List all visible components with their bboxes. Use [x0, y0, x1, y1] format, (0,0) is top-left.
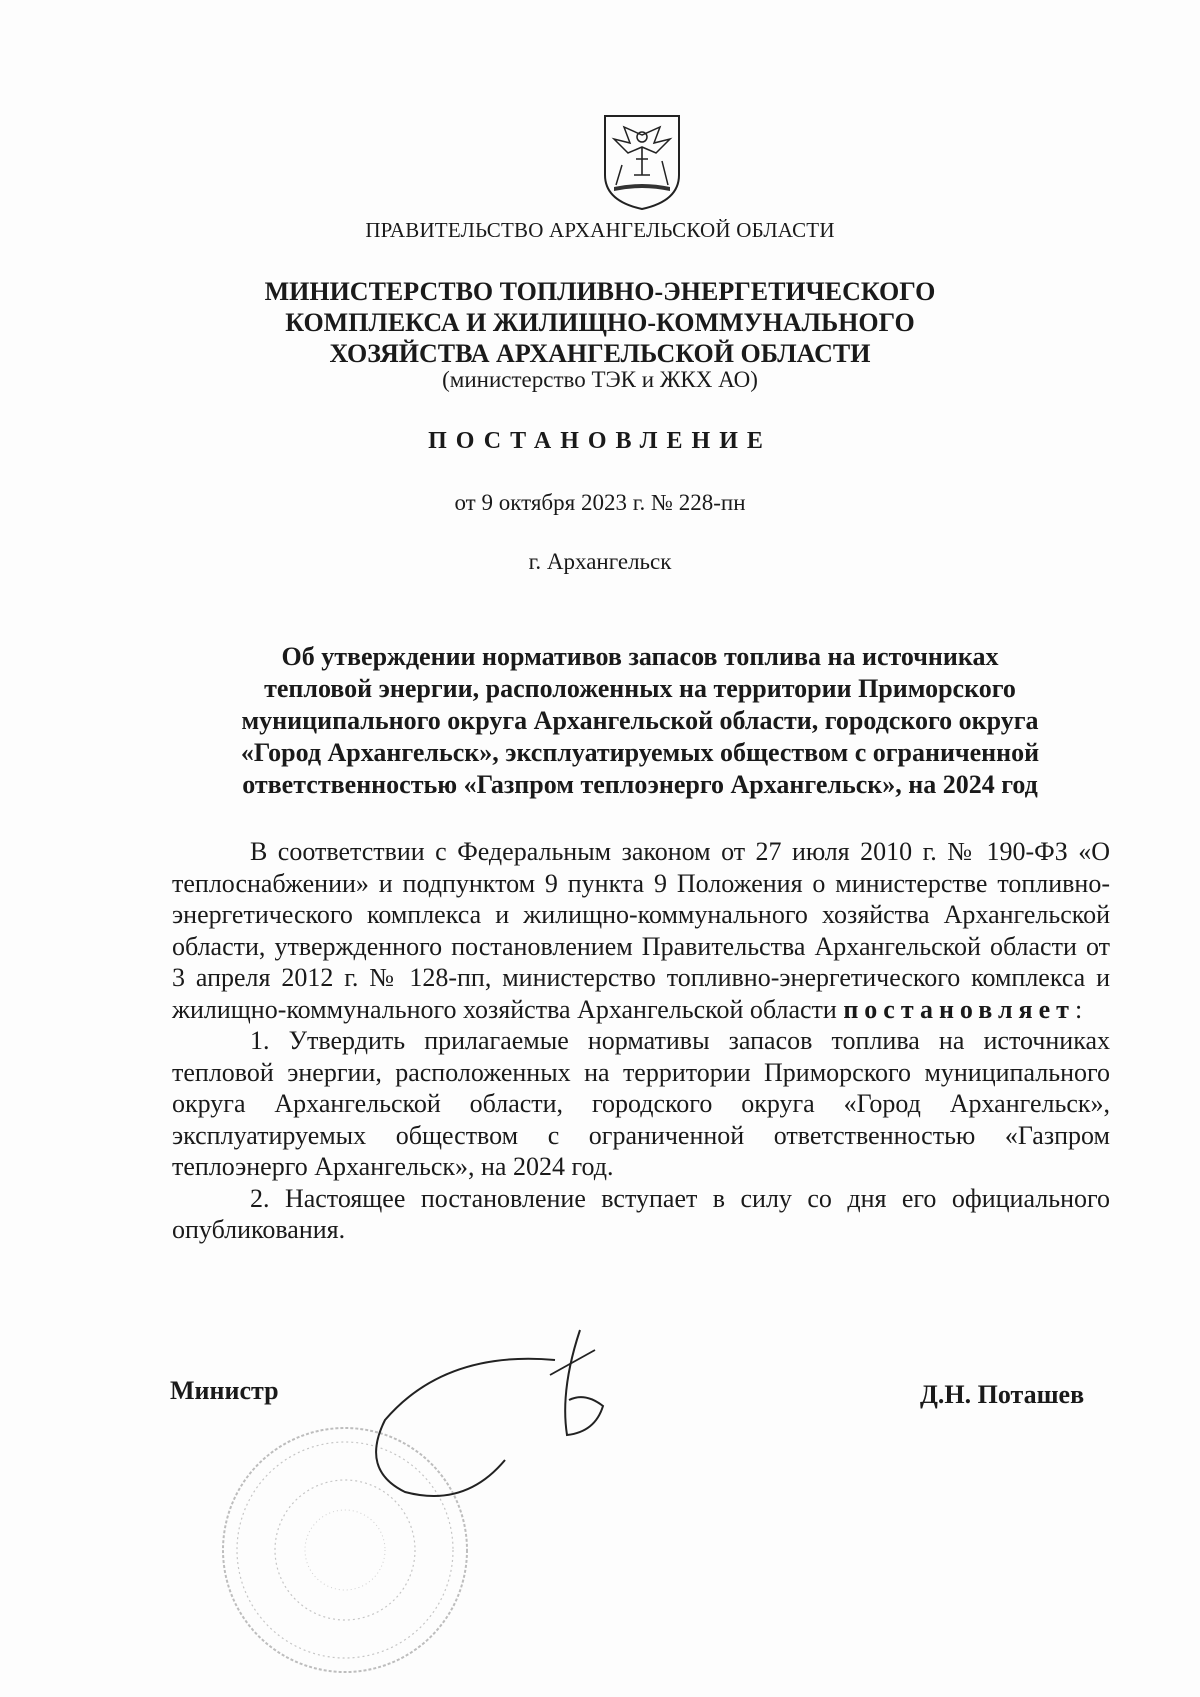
document-body — [172, 836, 1110, 1246]
subject-line: муниципального округа Архангельской области, городского округа — [241, 706, 1039, 735]
coat-of-arms-icon — [602, 113, 682, 211]
decree-word: постановляет — [843, 994, 1075, 1024]
decree-colon: : — [1074, 994, 1083, 1024]
document-city: г. Архангельск — [528, 549, 672, 574]
ministry-name-line: МИНИСТЕРСТВО ТОПЛИВНО-ЭНЕРГЕТИЧЕСКОГО — [264, 277, 936, 306]
item-2-paragraph: 2. Настоящее постановление вступает в силу со дня его официального опубликования. — [172, 1183, 1110, 1244]
preamble-paragraph — [172, 836, 1110, 1025]
ministry-name-line: ХОЗЯЙСТВА АРХАНГЕЛЬСКОЙ ОБЛАСТИ — [329, 339, 871, 368]
signatory-name: Д.Н. Поташев — [920, 1380, 1085, 1409]
subject-line: тепловой энергии, расположенных на территории Приморского — [264, 674, 1016, 703]
government-name: ПРАВИТЕЛЬСТВО АРХАНГЕЛЬСКОЙ ОБЛАСТИ — [365, 218, 835, 242]
document-date-number: от 9 октября 2023 г. № 228-пн — [454, 490, 746, 515]
signatory-title: Министр — [170, 1376, 279, 1405]
document-type: ПОСТАНОВЛЕНИЕ — [428, 428, 772, 454]
subject-line: ответственностью «Газпром теплоэнерго Архангельск», на 2024 год — [242, 770, 1038, 799]
document-subject — [170, 641, 1110, 801]
handwritten-signature — [355, 1320, 675, 1510]
subject-line: «Город Архангельск», эксплуатируемых обществом с ограниченной — [240, 738, 1040, 767]
ministry-name — [0, 276, 1200, 369]
subject-line: Об утверждении нормативов запасов топлива на источниках — [281, 642, 999, 671]
ministry-name-line: КОМПЛЕКСА И ЖИЛИЩНО-КОММУНАЛЬНОГО — [285, 308, 915, 337]
item-1-paragraph: 1. Утвердить прилагаемые нормативы запасов топлива на источниках тепловой энергии, расположенных на территории Приморского муниципального округа Архангельской области, городского округа «Город Архангельск», эксплуатируемых обществом с ограниченной ответственностью «Газпром теплоэнерго Архангельск», на 2024 год. — [172, 1026, 1110, 1181]
ministry-abbreviation: (министерство ТЭК и ЖКХ АО) — [442, 367, 758, 392]
preamble-text: В соответствии с Федеральным законом от 27 июля 2010 г. № 190-ФЗ «О теплоснабжении» и подпунктом 9 пункта 9 Положения о министерстве топливно-энергетического комплекса и жилищно-коммунального хозяйства Архангельской области, утвержденного постановлением Правительства Архангельской области от 3 апреля 2012 г. № 128-пп, министерство топливно-энергетического комплекса и жилищно-коммунального хозяйства Архангельской области — [172, 837, 1110, 1024]
